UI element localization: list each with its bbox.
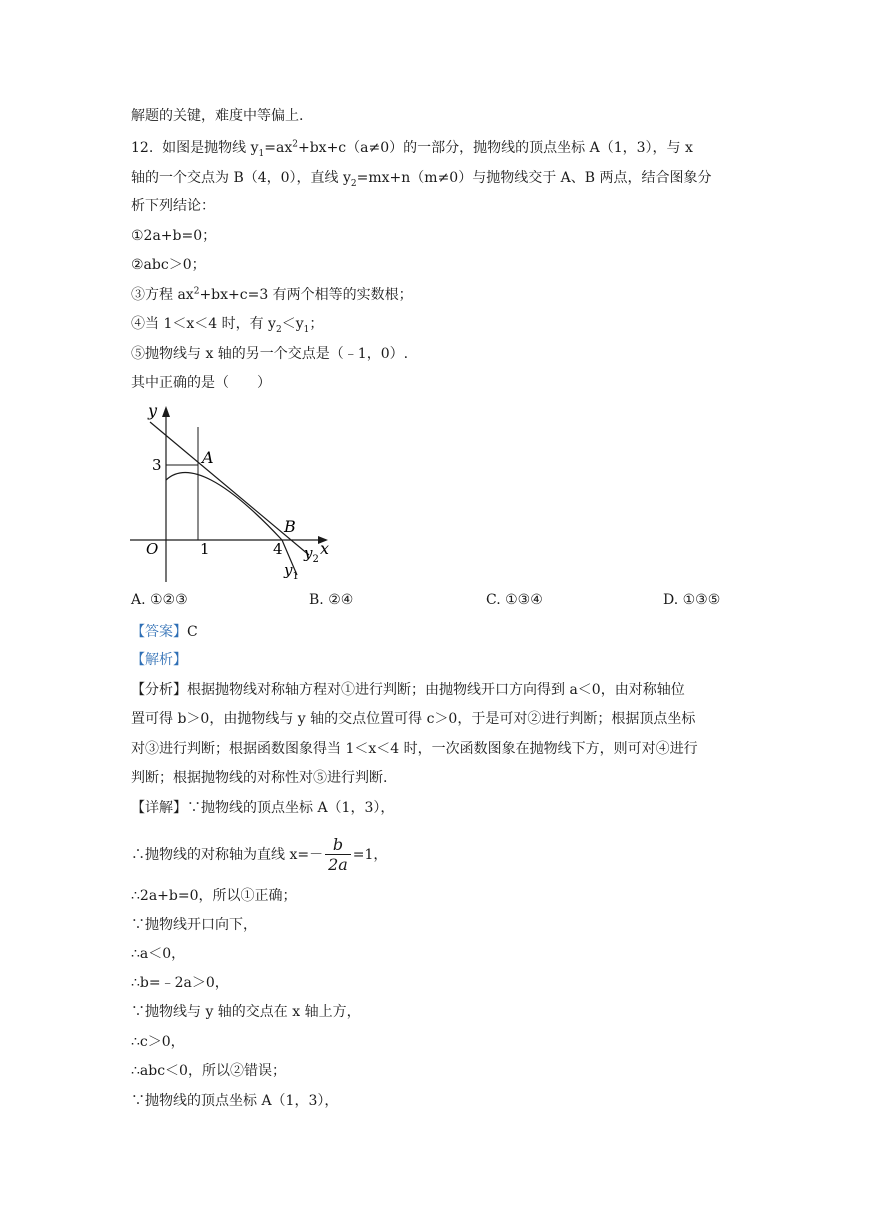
point-b-label: B [284, 517, 296, 536]
x-axis-label: x [320, 539, 330, 558]
detail-line-7: ∵抛物线与 y 轴的交点在 x 轴上方， [131, 1004, 361, 1020]
origin-label: O [146, 540, 159, 558]
parabola-curve [166, 473, 297, 576]
text-line: 解题的关键，难度中等偏上. [131, 108, 304, 124]
conclusion-1: ①2a+b=0； [131, 228, 217, 244]
detail-line-10: ∵抛物线的顶点坐标 A（1，3）， [131, 1093, 339, 1109]
question-stem-line-1: 12. 如图是抛物线 $y_1=ax^2+bx+c(a\ne 0)$的一部分，抛物线的顶点坐标 A（1，3），与 x [131, 139, 693, 159]
option-c: C. ①③④ [486, 592, 543, 608]
detail-line-6: ∴b=﹣2a＞0， [131, 975, 229, 991]
detail-line-3: ∴2a+b=0，所以①正确； [131, 888, 297, 904]
parabola-figure [128, 400, 338, 585]
detail-label: 【详解】 [131, 800, 187, 816]
question-stem-line-3: 析下列结论： [131, 198, 215, 214]
answer-value: C [187, 624, 198, 640]
conclusion-3: ③方程 $ax^2+bx+c=3$ 有两个相等的实数根； [131, 286, 413, 303]
detail-line-2: ∴抛物线的对称轴为直线 x=－ $\frac{b}{2a}$ =1， [131, 834, 388, 874]
y-tick-3: 3 [152, 456, 162, 474]
question-number: 12. [131, 140, 154, 156]
analysis-label: 【分析】 [131, 682, 187, 698]
point-a-label: A [202, 448, 214, 467]
analysis-line-3: 对③进行判断；根据函数图象得当 1＜x＜4 时，一次函数图象在抛物线下方，则可对④进行 [131, 741, 698, 757]
analysis-line-1: 【分析】根据抛物线对称轴方程对①进行判断；由抛物线开口方向得到 a＜0，由对称轴位 [131, 682, 685, 698]
answer-line [131, 622, 198, 642]
question-prompt: 其中正确的是（ ） [131, 375, 271, 391]
detail-line-9: ∴abc＜0，所以②错误； [131, 1063, 286, 1079]
x-tick-1: 1 [200, 540, 210, 558]
option-b: B. ②④ [309, 592, 354, 608]
curve-y1-label: $y_1$ [284, 561, 299, 582]
y-axis-label: y [148, 401, 158, 420]
conclusion-4: ④当 1＜x＜4 时，有 $y_2<y_1$； [131, 316, 324, 335]
conclusion-2: ②abc＞0； [131, 257, 206, 273]
detail-line-8: ∴c＞0， [131, 1034, 185, 1050]
y-axis-arrow [162, 406, 170, 417]
conclusion-5: ⑤抛物线与 x 轴的另一个交点是（﹣1，0）. [131, 346, 409, 362]
option-a: A. ①②③ [131, 592, 188, 608]
analysis-line-2: 置可得 b＞0，由抛物线与 y 轴的交点位置可得 c＞0，于是可对②进行判断；根据顶点坐标 [131, 711, 696, 727]
answer-label: 【答案】 [131, 624, 187, 640]
analysis-line-4: 判断；根据抛物线的对称性对⑤进行判断. [131, 770, 388, 786]
x-tick-4: 4 [273, 540, 283, 558]
detail-line-4: ∵抛物线开口向下， [131, 917, 257, 933]
question-stem-line-2: 轴的一个交点为 B（4，0），直线 $y_2=mx+n(m\ne 0)$与抛物线交于 A、B 两点，结合图象分 [131, 170, 712, 189]
line-y2-label: $y_2$ [304, 544, 319, 565]
option-d: D. ①③⑤ [663, 592, 721, 608]
analysis-heading: 【解析】 [131, 652, 187, 668]
fraction-b-over-2a: $\frac{b}{2a}$ [325, 836, 351, 875]
detail-line-5: ∴a＜0， [131, 946, 186, 962]
detail-line-1: 【详解】∵抛物线的顶点坐标 A（1，3）， [131, 800, 395, 816]
